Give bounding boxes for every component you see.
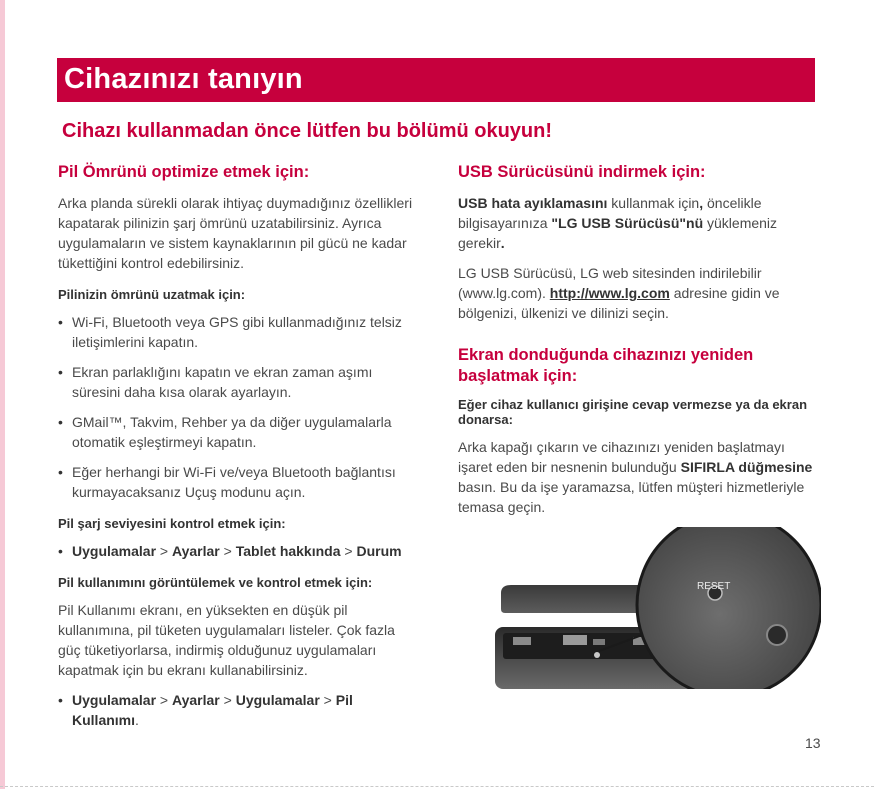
path-separator: > [319, 692, 336, 708]
page-subtitle: Cihazı kullanmadan önce lütfen bu bölümü okuyun! [62, 120, 553, 142]
lg-website-link[interactable]: http://www.lg.com [549, 285, 670, 301]
zoom-circle-shape [637, 527, 821, 689]
reset-label: RESET [697, 581, 731, 592]
path-separator: > [219, 692, 236, 708]
left-column [58, 162, 420, 740]
path-step: Pil Kullanımı [72, 692, 353, 728]
text-run: LG USB Sürücüsü, LG web sitesinden indirilebilir (www.lg.com). [458, 265, 762, 301]
page-edge [0, 0, 5, 789]
battery-heading: Pil Ömrünü optimize etmek için: [58, 163, 310, 181]
extend-battery-label: Pilinizin ömrünü uzatmak için: [58, 287, 246, 302]
usb-heading: USB Sürücüsünü indirmek için: [458, 163, 706, 181]
bold-term: USB hata ayıklamasını [458, 195, 608, 211]
right-column [458, 162, 820, 527]
usb-paragraph-2 [458, 263, 820, 323]
battery-usage-label: Pil kullanımını görüntülemek ve kontrol etmek için: [58, 575, 373, 590]
path-step: Durum [356, 543, 402, 559]
bold-comma: , [699, 195, 704, 211]
component-shape [563, 635, 587, 645]
path-step: Uygulamalar [72, 692, 157, 708]
freeze-heading: Ekran donduğunda cihazınızı yeniden başlatmak için: [458, 346, 754, 385]
battery-intro: Arka planda sürekli olarak ihtiyaç duymadığınız özellikleri kapatarak pilinizin şarj ömrünü uzatabilirsiniz. Ayrıca uygulamaların ve sistem kaynaklarının pil gücü ne kadar tükettiğini kontrol edebilirsiniz. [58, 195, 413, 271]
extend-battery-list [58, 312, 420, 502]
menu-path [58, 541, 420, 561]
path-step: Ayarlar [172, 692, 220, 708]
text-run: adresine gidin ve bölgenizi, ülkenizi ve dilinizi seçin. [458, 285, 780, 321]
battery-level-path [58, 541, 420, 561]
component-shape [593, 639, 605, 645]
list-item: • Eğer herhangi bir Wi-Fi ve/veya Bluetooth bağlantısı kurmayacaksanız Uçuş modunu açın. [58, 462, 420, 502]
path-step: Uygulamalar [235, 692, 320, 708]
reset-button-photo [493, 527, 821, 689]
path-separator: > [156, 543, 173, 559]
path-step: Uygulamalar [72, 543, 157, 559]
battery-usage-path [58, 690, 420, 730]
bold-term: SIFIRLA düğmesine [680, 459, 813, 475]
usb-paragraph-1 [458, 193, 820, 253]
path-separator: > [156, 692, 173, 708]
component-shape [513, 637, 531, 645]
text-run: basın. Bu da işe yaramazsa, lütfen müşteri hizmetleriyle temasa geçin. [458, 479, 805, 515]
reset-hole-shape [594, 652, 600, 658]
text-run: kullanmak için [607, 195, 700, 211]
list-item: • GMail™, Takvim, Rehber ya da diğer uygulamalarla otomatik eşleştirmeyi kapatın. [58, 412, 420, 452]
freeze-label: Eğer cihaz kullanıcı girişine cevap vermezse ya da ekran donarsa: [458, 397, 808, 427]
list-item: • Ekran parlaklığını kapatın ve ekran zaman aşımı süresini daha kısa olarak ayarlayın. [58, 362, 420, 402]
bold-term: "LG USB Sürücüsü"nü [551, 215, 704, 231]
chapter-title: Cihazınızı tanıyın [64, 63, 303, 95]
text-run: yüklemeniz gerekir [458, 215, 778, 251]
bold-dot: . [500, 235, 505, 251]
path-end: . [135, 712, 139, 728]
text-run: Arka kapağı çıkarın ve cihazınızı yeniden başlatmayı işaret eden bir nesnenin bulunduğu [458, 439, 785, 475]
chapter-banner [57, 58, 815, 102]
page-number: 13 [805, 735, 821, 751]
battery-usage-text: Pil Kullanımı ekranı, en yüksekten en düşük pil kullanımına, pil tüketen uygulamaları listeler. Çok fazla güç tüketiyorlarsa, indirmiş olduğunuz uygulamaları kapatmak için bu ekranı kullanabilirsiniz. [58, 602, 395, 678]
path-separator: > [340, 543, 357, 559]
path-step: Tablet hakkında [235, 543, 341, 559]
screw-shape [767, 625, 787, 645]
text-run: öncelikle bilgisayarınıza [458, 195, 762, 231]
path-separator: > [219, 543, 236, 559]
back-cover-shape [501, 585, 653, 613]
freeze-text [458, 437, 820, 517]
list-item: • Wi-Fi, Bluetooth veya GPS gibi kullanmadığınız telsiz iletişimlerini kapatın. [58, 312, 420, 352]
path-step: Ayarlar [172, 543, 220, 559]
battery-level-label: Pil şarj seviyesini kontrol etmek için: [58, 516, 286, 531]
menu-path [58, 690, 420, 730]
